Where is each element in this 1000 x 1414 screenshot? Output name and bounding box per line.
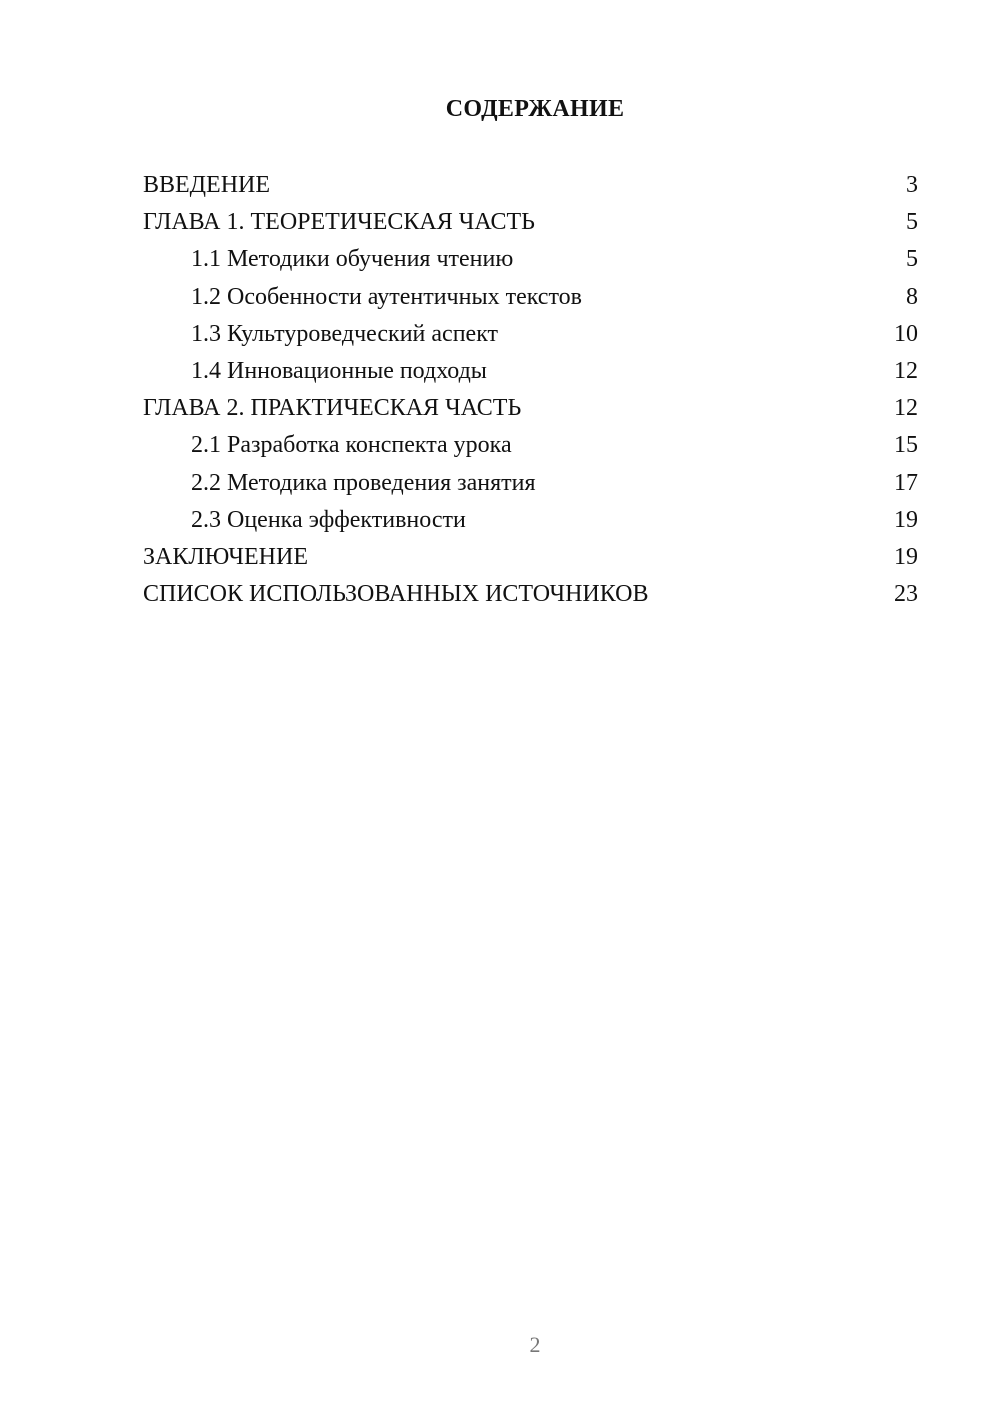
- toc-entry-section-2-3: [143, 502, 918, 539]
- toc-entry-label: 1.4 Инновационные подходы: [191, 357, 487, 384]
- toc-entry-chapter-1: [143, 204, 918, 241]
- toc-entry-page: 5: [906, 209, 918, 236]
- toc-entry-page: 10: [894, 320, 918, 347]
- toc-entry-label: 1.3 Культуроведческий аспект: [191, 320, 499, 347]
- toc-entry-section-1-4: [143, 353, 918, 390]
- toc-entry-section-2-1: [143, 427, 918, 464]
- toc-entry-references: [143, 576, 918, 613]
- page-number: 2: [529, 1332, 541, 1357]
- table-of-contents: [143, 167, 918, 613]
- toc-entry-label: ГЛАВА 2. ПРАКТИЧЕСКАЯ ЧАСТЬ: [143, 395, 522, 422]
- toc-entry-label: 1.2 Особенности аутентичных текстов: [191, 283, 582, 310]
- toc-entry-page: 12: [894, 395, 918, 422]
- toc-entry-introduction: [143, 167, 918, 204]
- toc-entry-section-1-3: [143, 316, 918, 353]
- toc-entry-page: 23: [894, 581, 918, 608]
- toc-title: СОДЕРЖАНИЕ: [445, 96, 625, 122]
- toc-entry-section-1-2: [143, 279, 918, 316]
- toc-entry-conclusion: [143, 539, 918, 576]
- toc-entry-page: 12: [894, 357, 918, 384]
- toc-entry-label: ГЛАВА 1. ТЕОРЕТИЧЕСКАЯ ЧАСТЬ: [143, 209, 535, 236]
- toc-entry-label: 2.1 Разработка конспекта урока: [191, 432, 512, 459]
- toc-entry-label: СПИСОК ИСПОЛЬЗОВАННЫХ ИСТОЧНИКОВ: [143, 581, 649, 608]
- toc-entry-page: 17: [894, 469, 918, 496]
- toc-entry-label: ВВЕДЕНИЕ: [143, 172, 271, 198]
- toc-entry-section-2-2: [143, 465, 918, 502]
- toc-entry-label: 1.1 Методики обучения чтению: [191, 246, 514, 273]
- toc-entry-page: 15: [894, 432, 918, 459]
- toc-entry-section-1-1: [143, 241, 918, 278]
- toc-entry-page: 5: [906, 246, 918, 273]
- toc-entry-page: 19: [894, 506, 918, 533]
- toc-entry-label: 2.3 Оценка эффективности: [191, 506, 466, 533]
- toc-entry-page: 3: [906, 172, 918, 198]
- toc-entry-page: 19: [894, 543, 918, 570]
- toc-entry-chapter-2: [143, 390, 918, 427]
- toc-entry-page: 8: [906, 283, 918, 310]
- toc-entry-label: 2.2 Методика проведения занятия: [191, 469, 536, 496]
- toc-entry-label: ЗАКЛЮЧЕНИЕ: [143, 543, 308, 570]
